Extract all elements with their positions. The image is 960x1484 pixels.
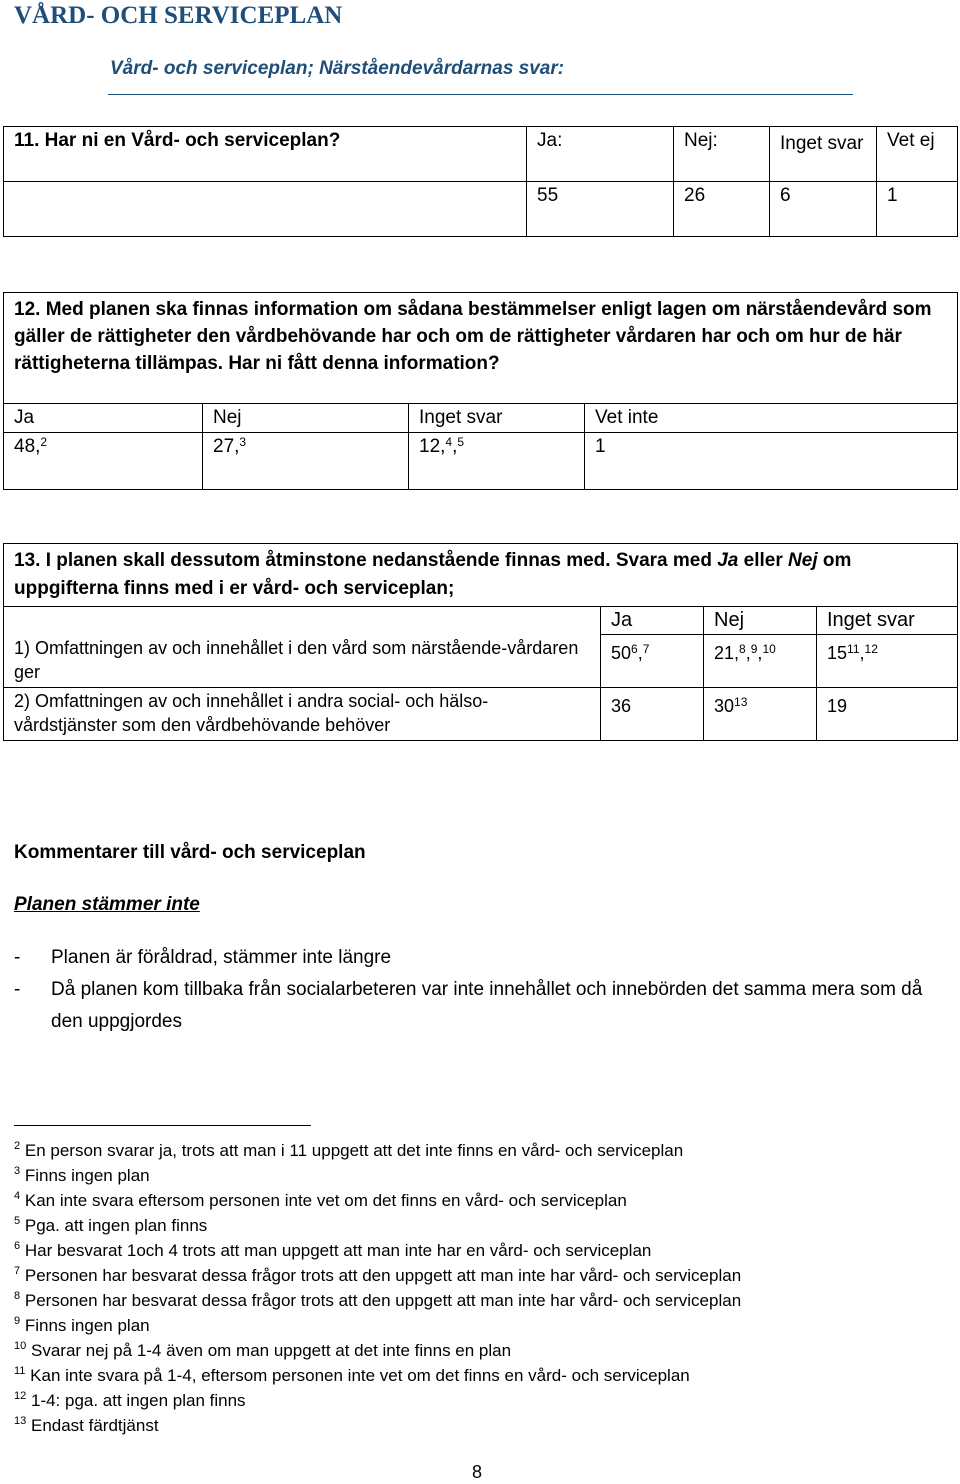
footnote-text: Personen har besvarat dessa frågor trots att den uppgett att man inte har vård- och serviceplan (24, 1266, 742, 1285)
q13-header-ja: Ja (601, 607, 704, 635)
list-dash: - (14, 979, 21, 1000)
footnote-text: Finns ingen plan (24, 1166, 150, 1185)
q11-value-nej: 26 (674, 182, 770, 237)
q11-value-ja: 55 (527, 182, 674, 237)
q13-row1-inget (817, 635, 958, 688)
q13-eller: eller (738, 550, 789, 571)
q13-header-nej: Nej (704, 607, 817, 635)
comments-heading: Kommentarer till vård- och serviceplan (14, 842, 366, 863)
footnote-ref: 2 (40, 435, 48, 449)
footnote-number: 4 (14, 1190, 21, 1202)
footnote-text: Kan inte svara på 1-4, eftersom personen inte vet om det finns en vård- och serviceplan (30, 1366, 690, 1385)
q13-row2-nej-text: 30 (714, 695, 735, 716)
footnote-number: 6 (14, 1240, 21, 1252)
separator: , (859, 643, 865, 663)
comments-subheading: Planen stämmer inte (14, 894, 200, 915)
separator: , (745, 643, 751, 663)
q12-value-nej-text: 27, (213, 436, 240, 457)
footnote-number: 3 (14, 1165, 21, 1177)
page-number: 8 (472, 1462, 483, 1482)
footnote-number: 5 (14, 1215, 21, 1227)
footnote-number: 13 (14, 1415, 27, 1427)
q13-question-text: Svara med (610, 550, 718, 571)
q13-row1-nej (704, 635, 817, 688)
q12-question: 12. Med planen ska finnas information om sådana bestämmelser enligt lagen om närståendevård som gäller de rättigheter den vårdbehövande har och om de rättigheter vårdaren har och om hur de här rättigheterna tillämpas. Har ni fått denna information? (4, 293, 958, 404)
footnote (14, 1413, 159, 1438)
footnote-ref: 3 (239, 435, 247, 449)
footnote-number: 11 (14, 1365, 26, 1377)
q13-question (4, 544, 958, 607)
footnote-number: 9 (14, 1315, 21, 1327)
q13-row1-label: 1) Omfattningen av och innehållet i den vård som närstående-vårdaren ger (4, 635, 601, 688)
comment-item (14, 942, 954, 974)
footnote-ref: 7 (642, 642, 650, 656)
q13-question-bold: 13. I planen skall dessutom åtminstone nedanstående finnas med. (14, 550, 611, 571)
footnote-separator (14, 1125, 311, 1126)
q13-ja-word: Ja (717, 550, 739, 571)
comment-text: Planen är föråldrad, stämmer inte längre (51, 947, 392, 968)
q11-header-nej: Nej: (674, 127, 770, 182)
subtitle-rule (108, 94, 853, 95)
q12-value-ja-text: 48, (14, 436, 41, 457)
footnote-text: En person svarar ja, trots att man i 11 uppgett att det inte finns en vård- och serviceplan (24, 1141, 684, 1160)
footnote (14, 1338, 511, 1363)
q12-table (3, 292, 958, 490)
footnote-number: 7 (14, 1265, 21, 1277)
footnote-ref: 8 (739, 642, 746, 656)
q13-row1-ja (601, 635, 704, 688)
q12-value-inget-text: 12, (419, 436, 446, 457)
footnote-text: Finns ingen plan (24, 1316, 150, 1335)
q11-header-vet-ej: Vet ej (877, 127, 958, 182)
footnote-text: Endast färdtjänst (30, 1416, 159, 1435)
q12-value-inget-svar: 12,$^4$,$^5$ (409, 433, 585, 490)
section-subtitle: Vård- och serviceplan; Närståendevårdarnas svar: (110, 58, 565, 79)
footnote-text: Svarar nej på 1-4 även om man uppgett at det inte finns en plan (30, 1341, 512, 1360)
q12-header-ja: Ja (4, 404, 203, 433)
q12-header-vet-inte: Vet inte (585, 404, 958, 433)
list-dash: - (14, 947, 21, 968)
q13-row2-nej (704, 687, 817, 740)
footnote-text: 1-4: pga. att ingen plan finns (30, 1391, 246, 1410)
q12-header-inget-svar: Inget svar (409, 404, 585, 433)
footnote-ref: 13 (734, 694, 748, 709)
footnote-number: 8 (14, 1290, 21, 1302)
q13-label-spacer (4, 607, 601, 635)
footnote (14, 1188, 627, 1213)
footnote-text: Personen har besvarat dessa frågor trots att den uppgett att man inte har vård- och serviceplan (24, 1291, 742, 1310)
comment-text: Då planen kom tillbaka från socialarbeteren var inte innehållet och innebörden det samma mera som då den uppgjordes (51, 979, 923, 1032)
footnote (14, 1263, 741, 1288)
q13-header-inget-svar: Inget svar (817, 607, 958, 635)
q13-row1-inget-text: 15 (827, 643, 848, 663)
comment-item (14, 974, 954, 1038)
q13-nej-word: Nej (788, 550, 818, 571)
footnote (14, 1388, 246, 1413)
footnote (14, 1213, 207, 1238)
q13-question-rest: om uppgifterna finns med i er vård- och serviceplan; (14, 550, 852, 599)
footnote-text: Har besvarat 1och 4 trots att man uppgett att man inte har en vård- och serviceplan (24, 1241, 652, 1260)
footnote-ref: 12 (864, 642, 878, 656)
separator: , (757, 643, 763, 663)
q11-header-ja: Ja: (527, 127, 674, 182)
footnote (14, 1313, 150, 1338)
footnote-ref: 6 (631, 642, 638, 656)
q11-empty-cell (4, 182, 527, 237)
q11-header-inget-svar: Inget svar (770, 127, 877, 182)
footnote (14, 1238, 651, 1263)
footnote-number: 10 (14, 1340, 27, 1352)
q13-row1-nej-text: 21, (714, 643, 740, 663)
footnote-number: 2 (14, 1140, 21, 1152)
q13-row2-label: 2) Omfattningen av och innehållet i andra social- och hälso-vårdstjänster som den vårdbehövande behöver (4, 687, 601, 740)
q13-table (3, 543, 958, 741)
footnote-ref: 4 (445, 435, 453, 449)
q11-value-vet-ej: 1 (877, 182, 958, 237)
q11-table (3, 126, 958, 237)
q13-row2-ja: 36 (601, 687, 704, 740)
q13-row2-inget: 19 (817, 687, 958, 740)
q11-value-inget-svar: 6 (770, 182, 877, 237)
q13-row1-ja-text: 50 (611, 643, 632, 663)
footnote-text: Pga. att ingen plan finns (24, 1216, 208, 1235)
footnote-number: 12 (14, 1390, 27, 1402)
footnote (14, 1163, 150, 1188)
footnote (14, 1288, 741, 1313)
footnote-ref: 9 (750, 642, 758, 656)
footnote (14, 1138, 683, 1163)
q12-value-vet-inte: 1 (585, 433, 958, 490)
footnote-ref: 11 (847, 642, 860, 656)
q12-header-nej: Nej (203, 404, 409, 433)
q12-value-ja (4, 433, 203, 490)
footnote (14, 1363, 690, 1388)
footnote-ref: 5 (457, 435, 465, 449)
separator: , (637, 643, 643, 663)
footnote-text: Kan inte svara eftersom personen inte vet om det finns en vård- och serviceplan (24, 1191, 627, 1210)
q12-value-nej (203, 433, 409, 490)
page-title: VÅRD- OCH SERVICEPLAN (14, 2, 343, 29)
footnote-ref: 10 (762, 642, 776, 656)
q11-question: 11. Har ni en Vård- och serviceplan? (4, 127, 527, 182)
